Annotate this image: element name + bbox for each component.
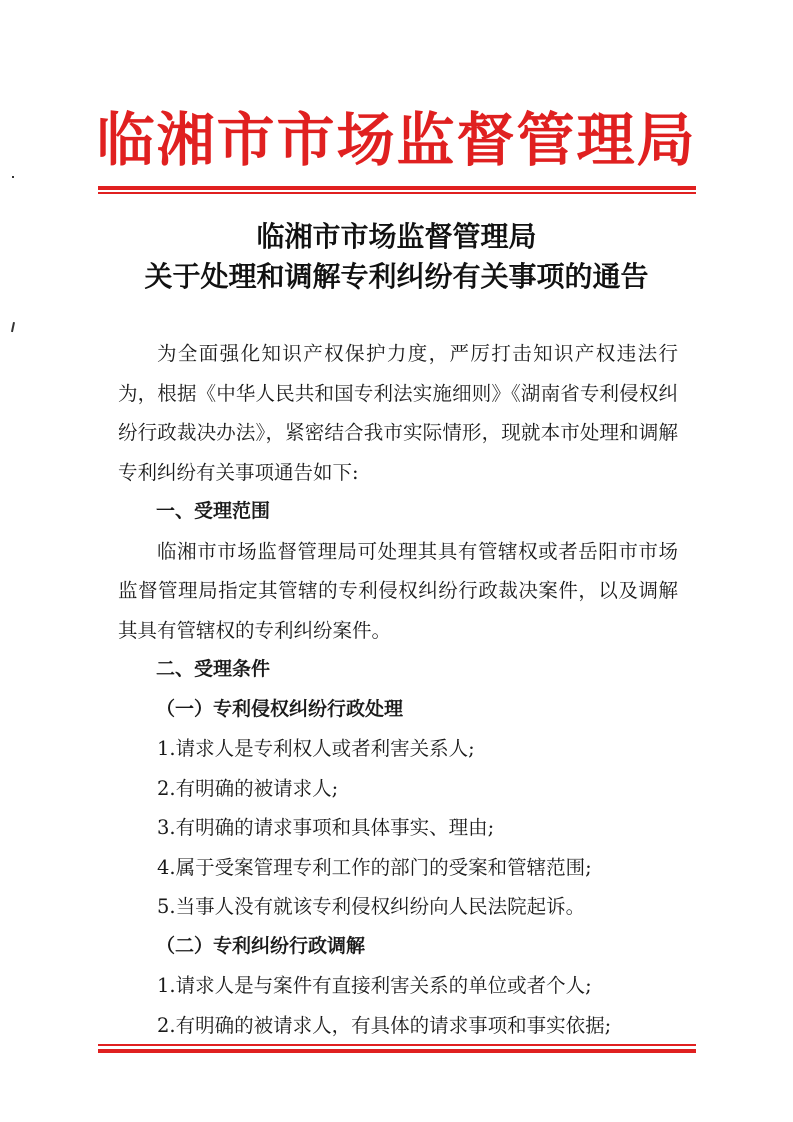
intro-paragraph: 为全面强化知识产权保护力度，严厉打击知识产权违法行为，根据《中华人民共和国专利法实施细则》《湖南省专利侵权纠纷行政裁决办法》，紧密结合我市实际情形，现就本市处理和调解专利纠纷有关事项通告如下:: [118, 342, 678, 484]
scan-dot: [12, 176, 14, 178]
header-rule-thin: [98, 192, 696, 194]
subsection1-heading: （一）专利侵权纠纷行政处理: [156, 697, 404, 720]
footer-rule-thin: [98, 1044, 696, 1046]
document-title-line1: 临湘市市场监督管理局: [256, 220, 537, 253]
list-item: 2.有明确的被请求人;: [157, 776, 339, 800]
header-rule-thick: [98, 186, 696, 190]
agency-red-header: 临湘市市场监督管理局: [96, 106, 697, 174]
document-title-line2: 关于处理和调解专利纠纷有关事项的通告: [144, 260, 649, 293]
list-item: 3.有明确的请求事项和具体事实、理由;: [157, 816, 495, 839]
footer-rule-thick: [98, 1049, 696, 1053]
list-item: 1.请求人是与案件有直接利害关系的单位或者个人;: [157, 974, 592, 997]
list-item: 1.请求人是专利权人或者利害关系人;: [157, 737, 475, 760]
list-item: 2.有明确的被请求人，有具体的请求事项和事实依据;: [157, 1013, 612, 1037]
list-item: 5.当事人没有就该专利侵权纠纷向人民法院起诉。: [157, 895, 586, 918]
scan-mark: [11, 322, 15, 332]
document-body: [118, 334, 678, 1045]
section2-heading: 二、受理条件: [156, 658, 271, 680]
section1-paragraph: 临湘市市场监督管理局可处理其具有管辖权或者岳阳市市场监督管理局指定其管辖的专利侵权纠纷行政裁决案件，以及调解其具有管辖权的专利纠纷案件。: [118, 539, 678, 642]
section1-heading: 一、受理范围: [156, 500, 271, 522]
subsection2-heading: （二）专利纠纷行政调解: [156, 934, 366, 957]
list-item: 4.属于受案管理专利工作的部门的受案和管辖范围;: [157, 855, 592, 879]
